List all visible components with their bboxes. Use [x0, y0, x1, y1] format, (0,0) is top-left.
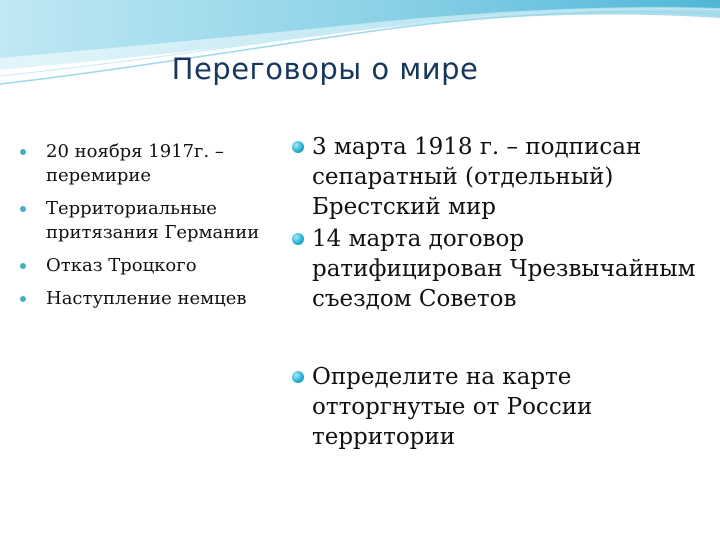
bullet-icon: [20, 296, 26, 302]
left-bullet-list: [18, 140, 278, 320]
bullet-icon: [292, 233, 304, 245]
bullet-icon: [292, 371, 304, 383]
bullet-icon: [20, 263, 26, 269]
bullet-icon: [292, 141, 304, 153]
list-item: Территориальные притязания Германии: [18, 197, 278, 245]
slide-title: Переговоры о мире: [171, 52, 479, 86]
list-item: 3 марта 1918 г. – подписан сепаратный (отдельный) Брестский мир: [292, 132, 702, 222]
list-item: Определите на карте отторгнутые от России территории: [292, 362, 702, 452]
bullet-icon: [20, 206, 26, 212]
list-item: Отказ Троцкого: [18, 254, 278, 278]
list-item: Наступление немцев: [18, 287, 278, 311]
bullet-icon: [20, 149, 26, 155]
list-item: 20 ноября 1917г. – перемирие: [18, 140, 278, 188]
right-bullet-list: [292, 132, 702, 452]
list-item: 14 марта договор ратифицирован Чрезвычайным съездом Советов: [292, 224, 702, 314]
